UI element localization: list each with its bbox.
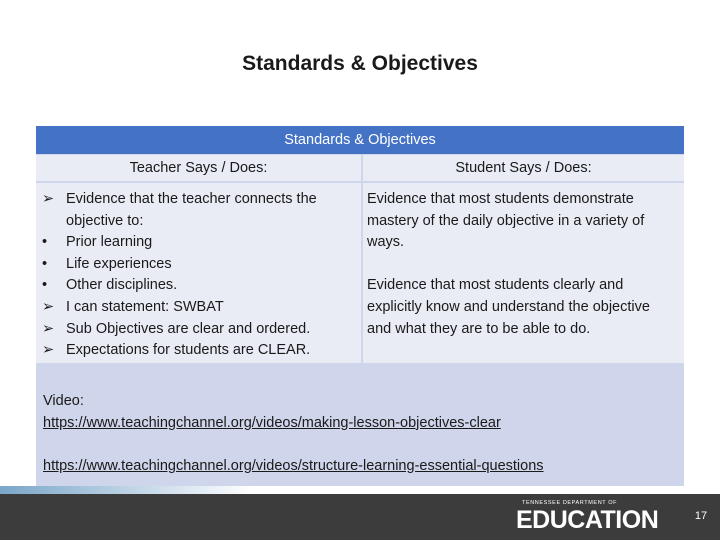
footer-accent-stripe bbox=[0, 486, 720, 494]
list-item bbox=[42, 254, 357, 276]
list-item-text: Expectations for students are CLEAR. bbox=[66, 342, 311, 359]
student-cell bbox=[363, 183, 684, 363]
video-label: Video: bbox=[43, 393, 84, 409]
student-evidence-paragraph: Evidence that most students demonstrate mastery of the daily objective in a variety of ways. bbox=[367, 191, 645, 251]
list-item-text: I can statement: SWBAT bbox=[66, 298, 224, 315]
list-item-text: Evidence that the teacher connects the objective to: bbox=[66, 191, 317, 229]
teacher-cell bbox=[36, 183, 361, 363]
student-evidence-paragraph: Evidence that most students clearly and explicitly know and understand the objective and what they are to be able to do. bbox=[367, 277, 650, 337]
standards-table bbox=[36, 126, 684, 500]
logo-wordmark: EDUCATION bbox=[516, 506, 659, 534]
dot-bullet-icon: • bbox=[42, 234, 48, 251]
table-header: Standards & Objectives bbox=[36, 126, 684, 154]
list-item-text: Life experiences bbox=[66, 255, 172, 272]
video-link-objectives[interactable]: https://www.teachingchannel.org/videos/making-lesson-objectives-clear bbox=[43, 414, 501, 431]
page-number: 17 bbox=[694, 510, 708, 522]
list-item-text: Prior learning bbox=[66, 234, 153, 251]
list-item bbox=[42, 275, 357, 297]
dot-bullet-icon: • bbox=[42, 255, 48, 272]
list-item bbox=[42, 340, 357, 362]
arrow-bullet-icon: ➢ bbox=[42, 191, 55, 207]
slide-title: Standards & Objectives bbox=[242, 52, 478, 75]
arrow-bullet-icon: ➢ bbox=[42, 342, 55, 359]
arrow-bullet-icon: ➢ bbox=[42, 298, 55, 315]
list-item bbox=[42, 232, 357, 254]
teacher-column-header: Teacher Says / Does: bbox=[36, 155, 361, 181]
list-item bbox=[42, 189, 357, 232]
list-item bbox=[42, 319, 357, 341]
video-cell bbox=[36, 365, 684, 500]
list-item-text: Sub Objectives are clear and ordered. bbox=[66, 320, 311, 337]
student-column-header: Student Says / Does: bbox=[363, 155, 684, 181]
spacer bbox=[43, 434, 684, 456]
arrow-bullet-icon: ➢ bbox=[42, 320, 55, 337]
dot-bullet-icon: • bbox=[42, 277, 48, 294]
video-link-essential-questions[interactable]: https://www.teachingchannel.org/videos/structure-learning-essential-questions bbox=[43, 457, 544, 474]
tn-education-logo bbox=[516, 500, 684, 536]
list-item-text: Other disciplines. bbox=[66, 277, 178, 294]
teacher-list bbox=[42, 189, 357, 362]
list-item bbox=[42, 297, 357, 319]
logo-subtitle: TENNESSEE DEPARTMENT OF bbox=[522, 500, 618, 506]
